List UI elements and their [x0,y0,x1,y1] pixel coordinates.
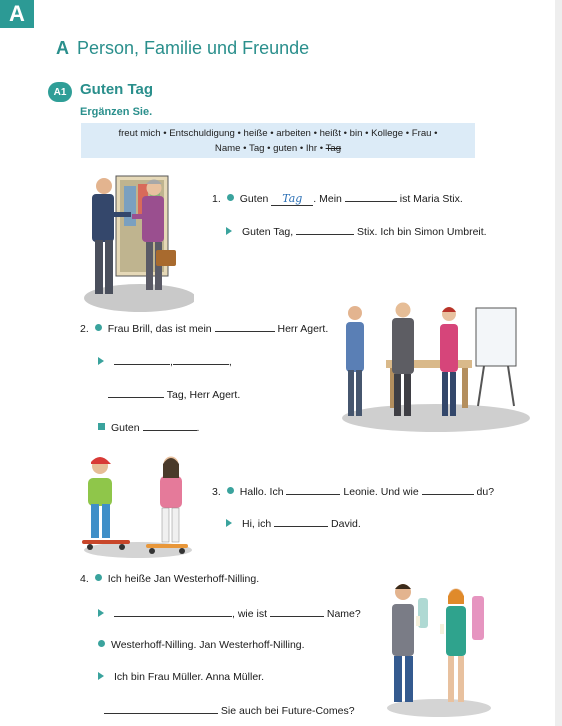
ex4-line-1 [80,573,259,585]
ex1-l1-after: ist Maria Stix. [399,193,463,205]
ex1-l2-before: Guten Tag, [242,226,294,238]
chapter-title-text: Person, Familie und Freunde [77,38,310,58]
speaker-dot-icon [98,640,105,647]
ex2-blank-3[interactable] [173,354,229,365]
ex3-l2-after: David. [331,518,361,530]
reply-triangle-icon [226,519,232,527]
ex1-line-2 [222,224,487,238]
page-edge [555,0,562,726]
speaker-dot-icon [95,574,102,581]
ex4-blank-3[interactable] [104,703,218,714]
speaker-dot-icon [227,487,234,494]
ex4-l4-text: Ich bin Frau Müller. Anna Müller. [114,671,264,683]
illustration-skaters [80,452,194,560]
ex4-l3-text: Westerhoff-Nilling. Jan Westerhoff-Nilling. [111,639,305,651]
ex2-line-3 [108,387,240,401]
ex3-l1-after: du? [476,486,495,498]
ex1-blank-2[interactable] [296,224,354,235]
reply-triangle-icon [98,609,104,617]
ex2-l4-before: Guten [111,422,140,434]
word-box-line-2-text: Name • Tag • guten • Ihr • [214,143,326,154]
ex4-l2-after: Name? [326,608,361,620]
ex1-l2-after: Stix. Ich bin Simon Umbreit. [357,226,487,238]
ex3-blank-2[interactable] [422,484,474,495]
struck-word: Tag [325,143,342,154]
ex2-l2-sep: , [170,356,173,368]
instruction: Ergänzen Sie. [80,106,153,118]
ex3-l2-before: Hi, ich [242,518,272,530]
speaker-dot-icon [95,324,102,331]
ex4-l1-text: Ich heiße Jan Westerhoff-Nilling. [107,573,260,585]
ex1-number: 1. [212,193,221,205]
ex4-line-2 [94,606,361,620]
ex1-answer-tag[interactable]: Tag [271,192,313,206]
word-box-line-2 [81,141,475,156]
ex3-line-1 [212,484,494,498]
chapter-title [56,38,309,59]
ex4-blank-2[interactable] [270,606,324,617]
ex1-l1-middle: . Mein [313,193,342,205]
ex3-line-2 [222,516,361,530]
ex2-number: 2. [80,323,89,335]
illustration-reception [384,580,494,720]
ex2-blank-4[interactable] [108,387,164,398]
word-box [81,123,475,158]
chapter-letter: A [56,38,69,58]
ex4-l2-middle: , wie ist [232,608,268,620]
illustration-office-meeting [336,302,532,434]
section-tab: A [0,0,34,28]
reply-triangle-icon [226,227,232,235]
ex1-blank-1[interactable] [345,191,397,202]
ex2-line-2 [94,354,232,368]
unit-badge: A1 [48,82,72,102]
ex3-l1-middle: Leonie. Und wie [343,486,419,498]
reply-square-icon [98,423,105,430]
ex3-l1-before: Hallo. Ich [239,486,284,498]
ex3-number: 3. [212,486,221,498]
ex2-l4-after: . [196,422,200,434]
ex2-line-4 [96,420,199,434]
ex2-blank-2[interactable] [114,354,170,365]
ex2-line-1 [80,321,328,335]
ex4-l5-after: Sie auch bei Future-Comes? [220,705,355,717]
illustration-handshake [80,172,194,314]
word-box-line-1: freut mich • Entschuldigung • heiße • arbeiten • heißt • bin • Kollege • Frau • [118,128,438,139]
reply-triangle-icon [98,672,104,680]
ex4-line-3 [96,639,305,651]
ex4-blank-1[interactable] [114,606,232,617]
ex2-blank-1[interactable] [215,321,275,332]
ex2-l2-end: , [228,356,232,368]
ex2-l3-after: Tag, Herr Agert. [166,389,241,401]
ex4-line-4 [94,671,264,683]
reply-triangle-icon [98,357,104,365]
unit-title: Guten Tag [80,81,154,98]
ex2-l1-after: Herr Agert. [277,323,329,335]
ex1-l1-before: Guten [239,193,269,205]
ex3-blank-3[interactable] [274,516,328,527]
ex3-blank-1[interactable] [286,484,340,495]
speaker-dot-icon [227,194,234,201]
ex2-blank-5[interactable] [143,420,197,431]
ex4-number: 4. [80,573,89,585]
ex4-line-5 [104,703,355,717]
ex2-l1-before: Frau Brill, das ist mein [107,323,212,335]
ex1-line-1 [212,191,463,206]
